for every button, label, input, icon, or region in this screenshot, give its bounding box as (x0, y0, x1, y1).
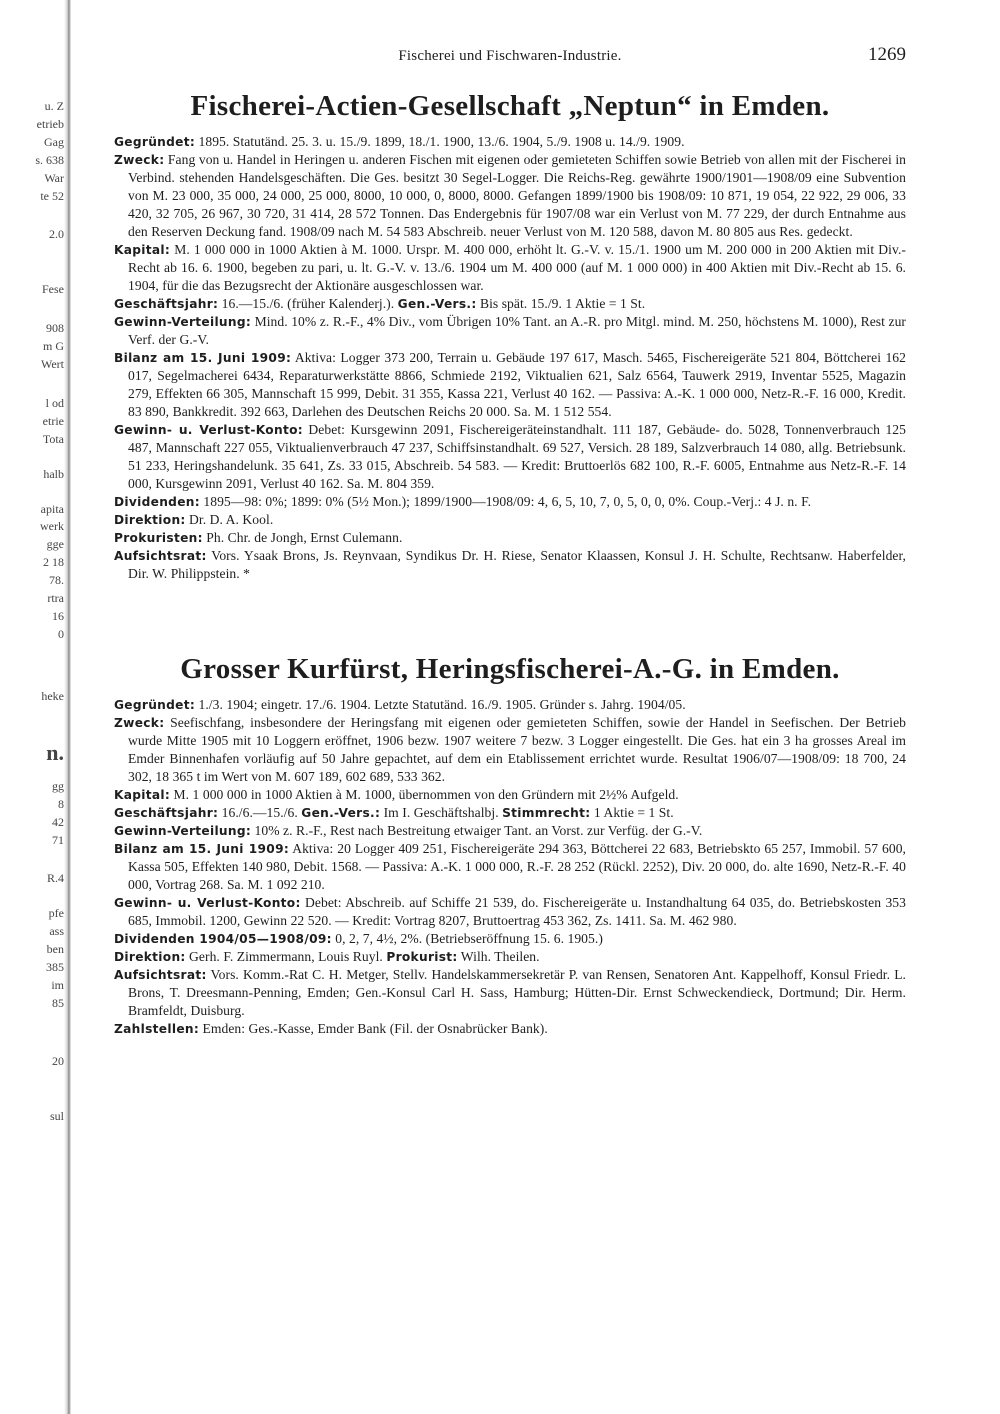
entry-text: 1 Aktie = 1 St. (590, 805, 674, 820)
entry-paragraph (114, 822, 906, 840)
margin-fragment: Wert (40, 357, 64, 371)
entry-text: 0, 2, 7, 4½, 2%. (Betriebseröffnung 15. 6. 1905.) (331, 931, 603, 946)
entry-paragraph (114, 349, 906, 421)
entry-paragraph (114, 714, 906, 786)
entry-text: Seefischfang, insbesondere der Heringsfang mit eigenen oder gemieteten Schiffen, sowie der Handel in Seefischen. Der Betrieb wurde Mitte 1905 mit 10 Loggern eröffnet, 1906 bezw. 1907 weitere 7 bezw. 3 Logger eingestellt. Die Ges. hat ein 3 ha grosses Areal im Emder Binnenhafen vorläufig auf 50 Jahre gepachtet, auf dem ein Etablissement errichtet wurde. Resultat 1906/07—1908/09: 18 700, 24 302, 18 365 t im Wert von M. 607 189, 602 689, 533 362. (128, 715, 906, 784)
entry-text: Ph. Chr. de Jongh, Ernst Culemann. (202, 530, 403, 545)
entry-label: Geschäftsjahr: (114, 806, 219, 820)
entry-paragraph (114, 786, 906, 804)
entry-label: Gewinn-Verteilung: (114, 824, 252, 838)
margin-fragment: m G (43, 339, 64, 353)
entry-label: Direktion: (114, 513, 186, 527)
entry-label: Kapital: (114, 788, 171, 802)
entry-paragraph (114, 894, 906, 930)
margin-fragment: Tota (42, 432, 64, 446)
left-margin-bleed (0, 0, 70, 1414)
entry-label: Gen.-Vers.: (397, 297, 477, 311)
entry-paragraph (114, 547, 906, 583)
section-title-kurfuerst: Grosser Kurfürst, Heringsfischerei-A.-G. in Emden. (180, 653, 840, 685)
entry-text: Mind. 10% z. R.-F., 4% Div., vom Übrigen 10% Tant. an A.-R. pro Mitgl. mind. M. 250, höchstens M. 1000), Rest zur Verf. der G.-V. (128, 314, 906, 347)
entry-label: Gegründet: (114, 698, 196, 712)
margin-fragment: l od (45, 396, 64, 410)
entry-label: Prokurist: (386, 950, 458, 964)
entry-text: Wilh. Theilen. (457, 949, 540, 964)
entry-paragraph (114, 133, 906, 151)
entry-text: Vors. Komm.-Rat C. H. Metger, Stellv. Handelskammersekretär P. van Rensen, Senatoren Ant. Kappelhoff, Konsul Friedr. L. Brons, T. Dreesmann-Penning, Emden; Gen.-Konsul Carl H. Sass, Hamburg; Hütten-Dir. Ernst Schweckendieck, Dortmund; Dir. Herm. Bramfeldt, Duisburg. (128, 967, 906, 1018)
entry-paragraph (114, 804, 906, 822)
section-title-neptun: Fischerei-Actien-Gesellschaft „Neptun“ in Emden. (190, 90, 830, 122)
margin-fragment: 8 (58, 797, 64, 811)
entry-text: Vors. Ysaak Brons, Js. Reynvaan, Syndikus Dr. H. Riese, Senator Klaassen, Konsul J. H. Schulte, Rechtsanw. Haberfelder, Dir. W. Philippstein. * (128, 548, 906, 581)
entry-paragraph (114, 241, 906, 295)
margin-fragment: 0 (58, 627, 64, 641)
margin-fragment: ass (49, 924, 64, 938)
margin-fragment: 42 (52, 815, 64, 829)
running-header (114, 44, 906, 72)
entry-paragraph (114, 840, 906, 894)
entry-text: Fang von u. Handel in Heringen u. anderen Fischen mit eigenen oder gemieteten Schiffen sowie Betrieb von allen mit der Fischerei in Verbind. stehenden Handelsgeschäften. Die Ges. besitzt 30 Segel-Logger. Die Reichs-Reg. gewährte 1900/1901—1908/09 eine Subvention von M. 23 000, 35 000, 24 000, 25 000, 8000, 10 000, 0, 8000, 8000. Gefangen 1899/1900 bis 1908/09: 10 871, 19 054, 22 922, 29 006, 33 420, 32 705, 26 967, 30 720, 31 414, 28 572 Tonnen. Das Endergebnis für 1907/08 war ein Verlust von M. 77 229, der durch Entnahme aus den Reserven Deckung fand. 1908/09 nach M. 54 583 Abschreib. neuer Verlust von M. 120 588, davon M. 80 805 aus Res. gedeckt. (128, 152, 906, 239)
margin-fragment: 16 (52, 609, 64, 623)
entry-text: Debet: Abschreib. auf Schiffe 21 539, do. Fischereigeräte u. Instandhaltung 64 035, do. Betriebskosten 353 685, Immobil. 1200, Gewinn 22 520. — Kredit: Vortrag 8207, Bruttoertrag 453 362, Zs. 1411. Sa. M. 462 980. (128, 895, 906, 928)
margin-fragment: R.4 (46, 871, 64, 885)
entry-label: Direktion: (114, 950, 186, 964)
margin-fragment: gge (46, 537, 64, 551)
page-content (114, 44, 906, 1038)
margin-fragment: etrieb (36, 117, 64, 131)
entry-text: 16.—15./6. (früher Kalenderj.). (218, 296, 398, 311)
section-kurfuerst (114, 696, 906, 1038)
margin-fragment: s. 638 (35, 153, 64, 167)
entry-text: 1./3. 1904; eingetr. 17./6. 1904. Letzte Statutänd. 16./9. 1905. Gründer s. Jahrg. 1904/05. (195, 697, 686, 712)
margin-fragment: Gag (44, 135, 64, 149)
margin-fragment: 20 (52, 1054, 64, 1068)
margin-fragment: etrie (42, 414, 64, 428)
margin-fragment: gg (52, 779, 64, 793)
entry-label: Bilanz am 15. Juni 1909: (114, 351, 292, 365)
margin-fragment: 85 (52, 996, 64, 1010)
margin-fragment: 71 (52, 833, 64, 847)
entry-text: Dr. D. A. Kool. (185, 512, 274, 527)
entry-text: Aktiva: 20 Logger 409 251, Fischereigeräte 294 363, Böttcherei 22 683, Betriebskto 65 257, Immobil. 57 600, Kassa 505, Effekten 140 980, Debit. 1568. — Passiva: A.-K. 1 000 000, R.-F. 28 252 (Rückl. 2252), Div. 20 000, do. alte 1690, Netz-R.-F. 40 000, Vortrag 268. Sa. M. 1 092 210. (128, 841, 907, 892)
margin-fragment: heke (41, 689, 64, 703)
entry-label: Aufsichtsrat: (114, 968, 207, 982)
entry-label: Prokuristen: (114, 531, 203, 545)
entry-paragraph (114, 493, 906, 511)
margin-fragment: te 52 (40, 189, 64, 203)
entry-label: Gewinn-Verteilung: (114, 315, 252, 329)
entry-label: Zweck: (114, 716, 165, 730)
margin-fragment: werk (40, 519, 64, 533)
entry-text: Aktiva: Logger 373 200, Terrain u. Gebäude 197 617, Masch. 5465, Fischereigeräte 521 804, Böttcherei 162 017, Segelmacherei 6434, Reparaturwerkstätte 8866, Schmiede 2192, Viktualien 621, Salz 6564, Tauwerk 2919, Inventar 5525, Magazin 279, Effekten 66 305, Mannschaft 15 999, Debit. 31 355, Kassa 221, Verlust 40 162. — Passiva: A.-K. 1 000 000, Netz-R.-F. 16 000, Kredit. 83 890, Bankkredit. 392 663, Darlehen des Deutschen Reichs 20 000. Sa. M. 1 512 554. (128, 350, 907, 419)
entry-label: Geschäftsjahr: (114, 297, 219, 311)
margin-fragment: u. Z (44, 99, 64, 113)
entry-paragraph (114, 948, 906, 966)
section-neptun (114, 133, 906, 583)
entry-text: 1895. Statutänd. 25. 3. u. 15./9. 1899, 18./1. 1900, 13./6. 1904, 5./9. 1908 u. 14./9. 1909. (195, 134, 685, 149)
margin-fragment: 2.0 (49, 227, 64, 241)
margin-fragment: 385 (46, 960, 64, 974)
entry-label: Aufsichtsrat: (114, 549, 207, 563)
margin-fragment: apita (40, 502, 64, 516)
entry-paragraph (114, 1020, 906, 1038)
entry-label: Stimmrecht: (502, 806, 591, 820)
entry-label: Dividenden: (114, 495, 200, 509)
entry-text: Im I. Geschäftshalbj. (380, 805, 503, 820)
entry-paragraph (114, 930, 906, 948)
entry-label: Dividenden 1904/05—1908/09: (114, 932, 332, 946)
entry-label: Gewinn- u. Verlust-Konto: (114, 423, 303, 437)
entry-text: 1895—98: 0%; 1899: 0% (5½ Mon.); 1899/1900—1908/09: 4, 6, 5, 10, 7, 0, 5, 0, 0, 0%. Coup.-Verj.: 4 J. n. F. (199, 494, 812, 509)
margin-fragment: halb (43, 467, 64, 481)
entry-label: Kapital: (114, 243, 171, 257)
entry-label: Zweck: (114, 153, 165, 167)
entry-paragraph (114, 295, 906, 313)
margin-fragment: im (51, 978, 64, 992)
entry-label: Gegründet: (114, 135, 196, 149)
entry-label: Zahlstellen: (114, 1022, 200, 1036)
entry-paragraph (114, 313, 906, 349)
entry-paragraph (114, 966, 906, 1020)
entry-text: 16./6.—15./6. (218, 805, 302, 820)
entry-text: M. 1 000 000 in 1000 Aktien à M. 1000. Urspr. M. 400 000, erhöht lt. G.-V. v. 15./1. 1900 um M. 200 000 in 200 Aktien mit Div.-Recht ab 16. 6. 1900, begeben zu pari, u. lt. G.-V. v. 13./6. 1904 um M. 400 000 (auf M. 1 000 000) in 400 Aktien mit Div.-Recht ab 15. 6. 1904, für die das Bezugsrecht der Aktionäre ausgeschlossen war. (128, 242, 906, 293)
margin-fragment: ben (46, 942, 64, 956)
margin-fragment: 2 18 (43, 555, 64, 569)
page-fold (64, 0, 71, 1414)
margin-fragment: rtra (47, 591, 64, 605)
entry-text: Gerh. F. Zimmermann, Louis Ruyl. (185, 949, 387, 964)
entry-text: M. 1 000 000 in 1000 Aktien à M. 1000, übernommen von den Gründern mit 2½% Aufgeld. (170, 787, 679, 802)
margin-fragment: 908 (46, 321, 64, 335)
entry-paragraph (114, 511, 906, 529)
margin-fragment: n. (46, 740, 64, 765)
entry-text: Debet: Kursgewinn 2091, Fischereigeräteinstandhalt. 111 187, Gebäude- do. 5028, Tonnenverbrauch 125 487, Mannschaft 227 055, Viktualienverbrauch 47 237, Schiffsinstandhalt. 69 527, Versich. 28 189, Salzverbrauch 14 080, allg. Betriebsunk. 51 233, Heringshandelunk. 35 641, Zs. 33 015, Abschreib. 54 583. — Kredit: Bruttoerlös 682 100, R.-F. 6005, Entnahme aus Netz-R.-F. 14 000, Kursgewinn 2091, Verlust 40 162. Sa. M. 804 359. (128, 422, 906, 491)
margin-fragment: sul (49, 1109, 64, 1123)
entry-paragraph (114, 696, 906, 714)
entry-text: Emden: Ges.-Kasse, Emder Bank (Fil. der Osnabrücker Bank). (199, 1021, 548, 1036)
entry-text: Bis spät. 15./9. 1 Aktie = 1 St. (476, 296, 646, 311)
entry-paragraph (114, 421, 906, 493)
page-number: 1269 (868, 44, 906, 65)
margin-fragment: War (44, 171, 64, 185)
entry-label: Gewinn- u. Verlust-Konto: (114, 896, 301, 910)
margin-fragment: 78. (49, 573, 64, 587)
entry-paragraph (114, 151, 906, 241)
entry-label: Bilanz am 15. Juni 1909: (114, 842, 290, 856)
margin-fragment: Fese (42, 282, 64, 296)
entry-paragraph (114, 529, 906, 547)
entry-text: 10% z. R.-F., Rest nach Bestreitung etwaiger Tant. an Vorst. zur Verfüg. der G.-V. (251, 823, 703, 838)
entry-label: Gen.-Vers.: (301, 806, 381, 820)
running-title: Fischerei und Fischwaren-Industrie. (398, 48, 622, 64)
margin-fragment: pfe (48, 906, 64, 920)
